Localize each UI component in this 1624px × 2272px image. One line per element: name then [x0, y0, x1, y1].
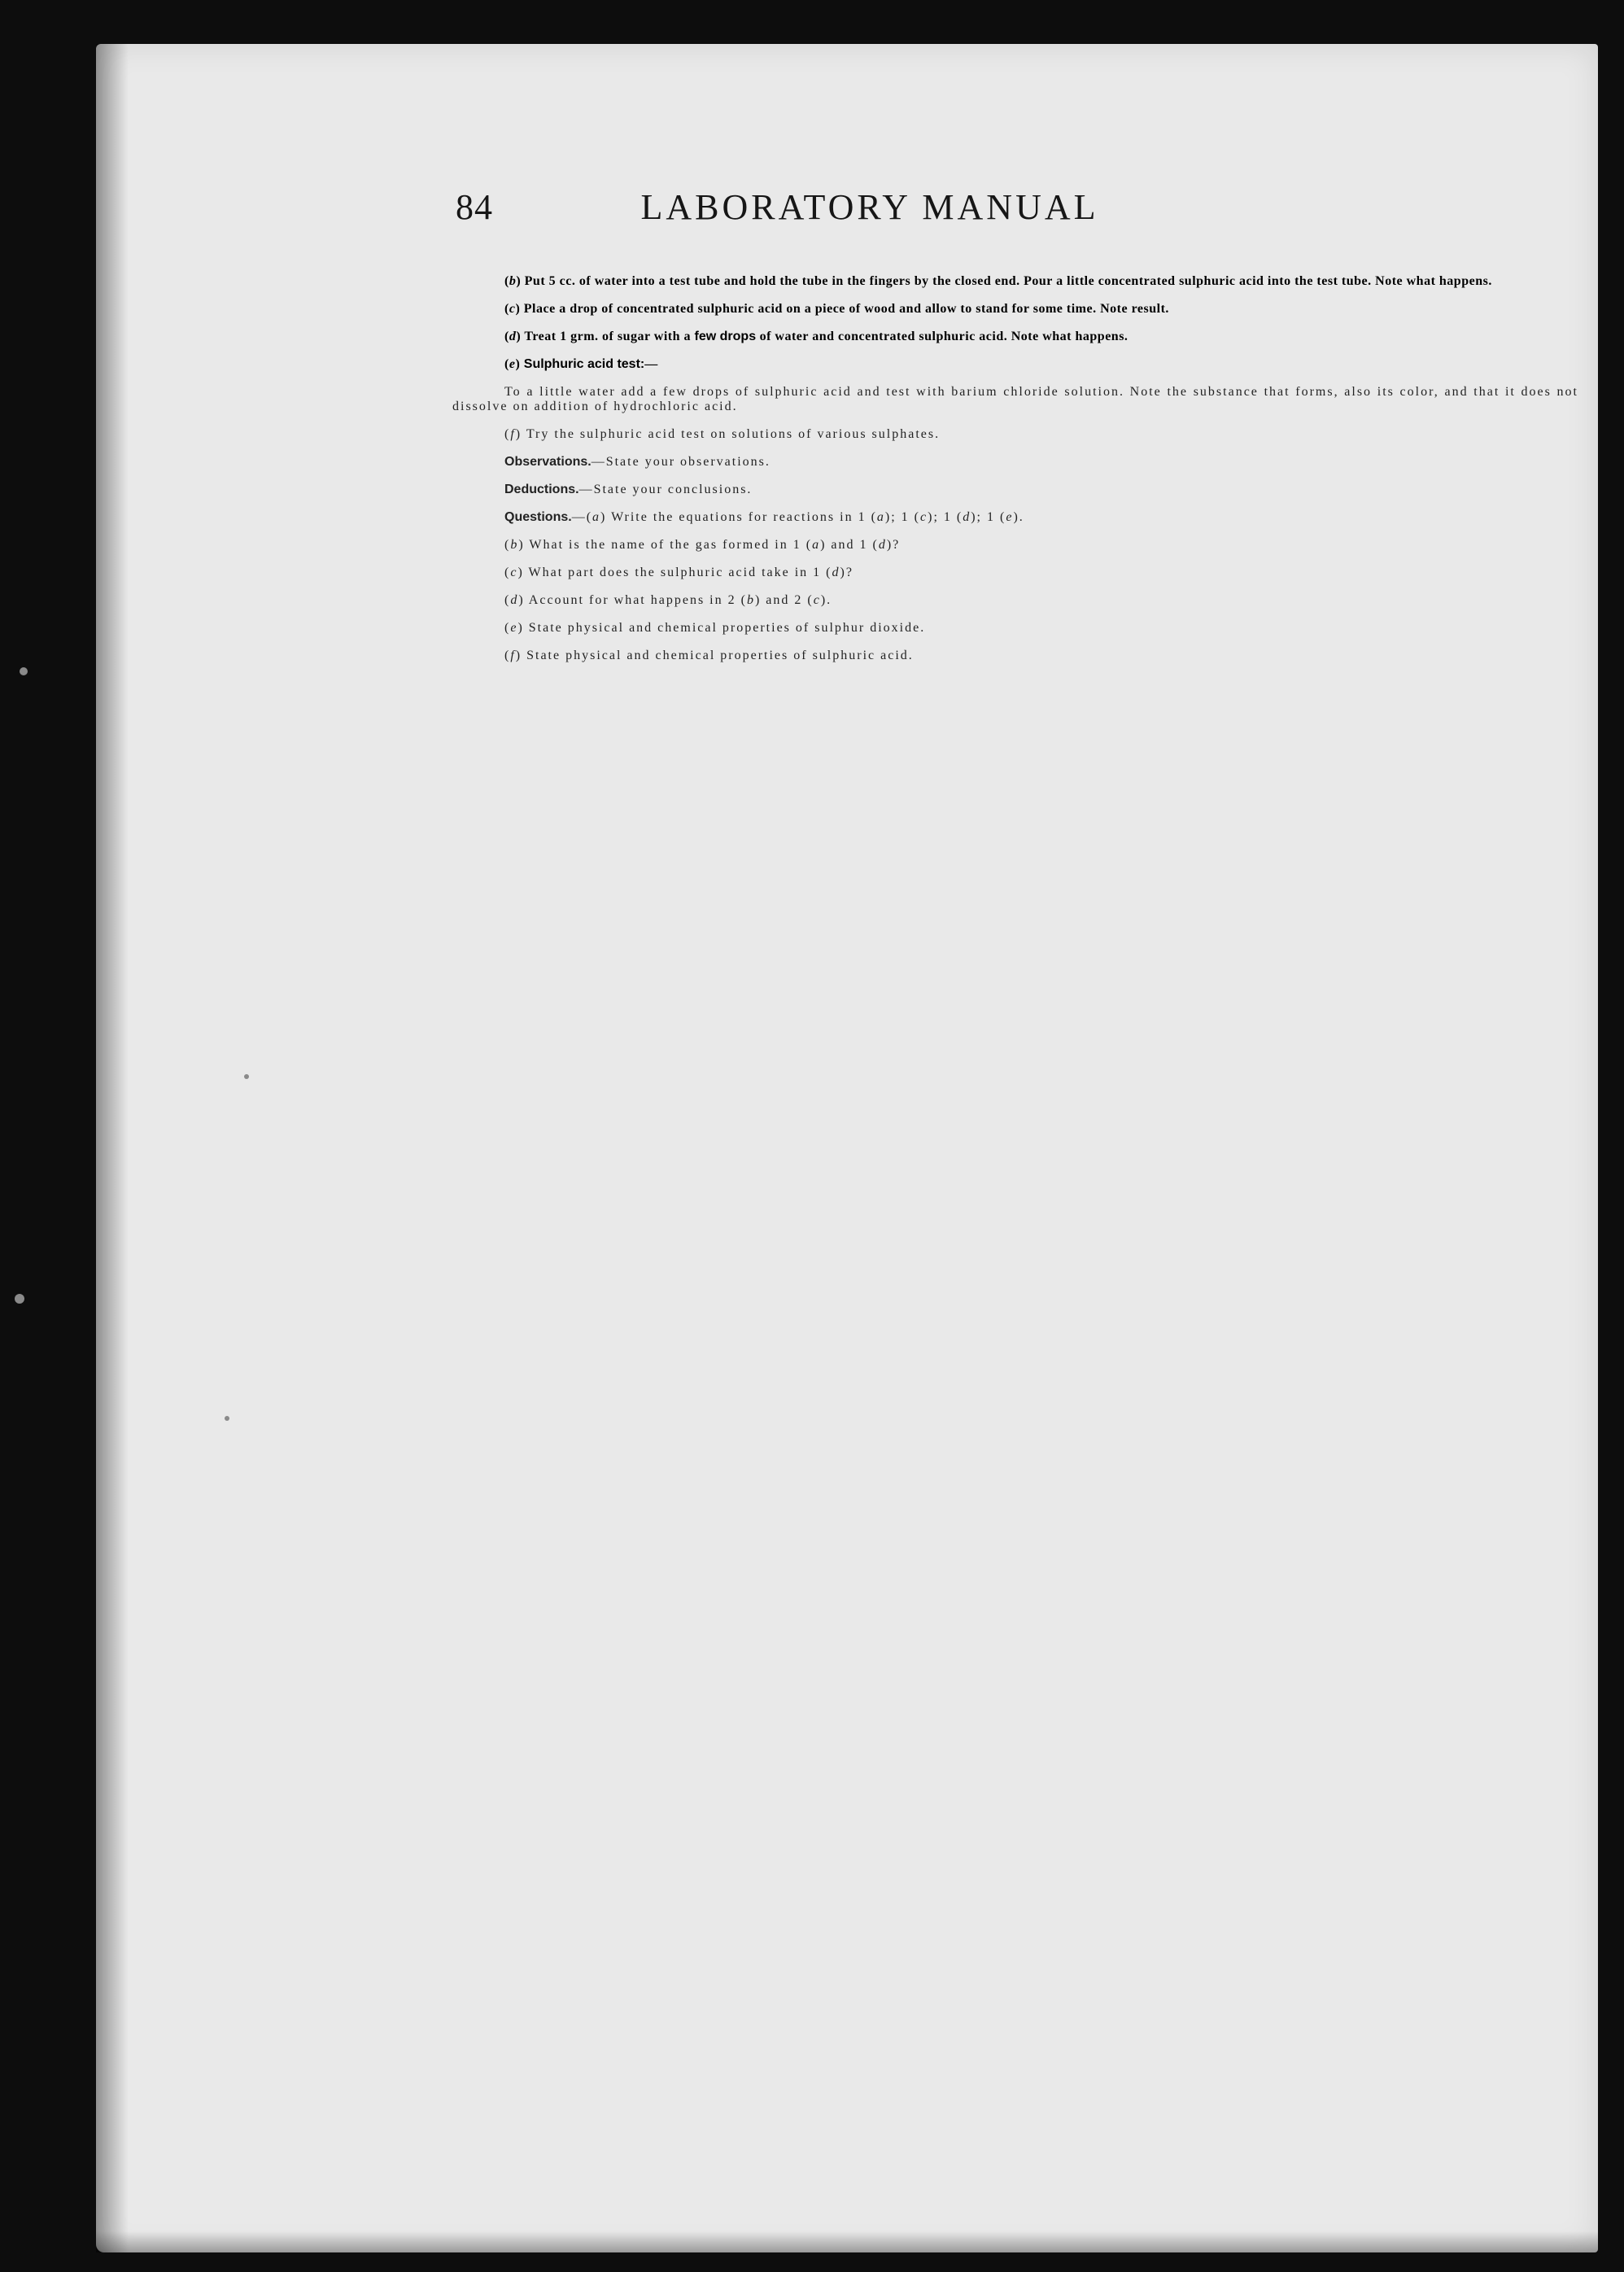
question-e: (e) State physical and chemical properties of sulphur dioxide.	[504, 621, 926, 635]
deductions-label: Deductions.	[504, 483, 579, 496]
paragraph-d: (d) Treat 1 grm. of sugar with a few drops of water and concentrated sulphuric acid. Note what happens.	[504, 330, 1129, 343]
question-ref: a	[812, 538, 821, 552]
question-text: Write the equations for reactions in 1 (	[611, 510, 877, 524]
observations-section	[452, 455, 1578, 470]
paragraph-text: To a little water add a few drops of sulphuric acid and test with barium chloride solution. Note the substance that forms, also its color, and that it does not dissolve on addition of hydrochloric acid.	[452, 385, 1578, 413]
running-head	[456, 183, 1284, 240]
question-text: What is the name of the gas formed in 1 (	[529, 538, 813, 552]
paragraph-f: (f) Try the sulphuric acid test on solutions of various sulphates.	[504, 427, 941, 441]
item-marker: d	[509, 330, 517, 343]
question-text: What part does the sulphuric acid take in 1 (	[528, 566, 832, 579]
item-marker: e	[509, 357, 516, 371]
question-text: State physical and chemical properties of sulphuric acid.	[526, 649, 914, 662]
paragraph-e-heading: (e) Sulphuric acid test:—	[504, 357, 658, 371]
observations-label: Observations.	[504, 455, 592, 469]
paragraph-text: Treat 1 grm. of sugar with a	[524, 330, 692, 343]
scan-speck	[15, 1294, 24, 1304]
paragraph-test-procedure	[452, 385, 1578, 414]
item-marker: f	[510, 649, 516, 662]
item-marker: b	[509, 274, 517, 288]
question-d: (d) Account for what happens in 2 (b) and 2 (c).	[504, 593, 832, 607]
item-marker: b	[510, 538, 519, 552]
paragraph-text: Put 5 cc. of water into a test tube and hold the tube in the fingers by the closed end. Pour a little concentrated sulphuric acid into the test tube. Note what happens.	[524, 274, 1492, 288]
question-text: State physical and chemical properties of sulphur dioxide.	[528, 621, 926, 635]
emphasis-text: few drops	[694, 330, 757, 343]
questions-label: Questions.	[504, 510, 572, 524]
question-ref: c	[920, 510, 928, 524]
bottom-edge-shadow	[96, 2231, 1598, 2252]
item-marker: c	[510, 566, 518, 579]
question-a: Questions.—(a) Write the equations for reactions in 1 (a); 1 (c); 1 (d); 1 (e).	[504, 510, 1024, 524]
question-ref: d	[832, 566, 840, 579]
question-ref: d	[878, 538, 887, 552]
scan-speck	[244, 1074, 249, 1079]
question-text: ) and 2 (	[754, 593, 814, 607]
item-marker: c	[509, 302, 516, 316]
question-ref: c	[813, 593, 821, 607]
question-c: (c) What part does the sulphuric acid take in 1 (d)?	[504, 566, 853, 579]
question-text: ) and 1 (	[820, 538, 879, 552]
paragraph-text: of water and concentrated sulphuric acid. Note what happens.	[759, 330, 1129, 343]
question-text: ).	[820, 593, 832, 607]
test-heading: Sulphuric acid test:	[523, 357, 645, 371]
question-text: ).	[1013, 510, 1024, 524]
question-text: ); 1 (	[928, 510, 963, 524]
question-text: )?	[840, 566, 853, 579]
question-f: (f) State physical and chemical properties of sulphuric acid.	[504, 649, 914, 662]
deductions-text: —State your conclusions.	[578, 483, 753, 496]
binding-shadow	[96, 44, 129, 2252]
paragraph-c: (c) Place a drop of concentrated sulphuric acid on a piece of wood and allow to stand for some time. Note result.	[504, 302, 1169, 316]
paragraph-text: Place a drop of concentrated sulphuric acid on a piece of wood and allow to stand for some time. Note result.	[523, 302, 1169, 316]
question-ref: e	[1006, 510, 1014, 524]
item-marker: e	[510, 621, 518, 635]
question-ref: b	[746, 593, 755, 607]
scan-speck	[20, 667, 28, 675]
question-text: ); 1 (	[884, 510, 920, 524]
question-text: )?	[886, 538, 901, 552]
paragraph-b: (b) Put 5 cc. of water into a test tube and hold the tube in the fingers by the closed end. Pour a little concentrated sulphuric acid into the test tube. Note what happens.	[504, 274, 1492, 288]
question-ref: d	[963, 510, 971, 524]
question-b: (b) What is the name of the gas formed in 1 (a) and 1 (d)?	[504, 538, 901, 552]
question-text: Account for what happens in 2 (	[528, 593, 747, 607]
page-number: 84	[456, 187, 493, 227]
page-text	[456, 183, 1578, 250]
heading-dash: —	[644, 357, 658, 371]
item-marker: f	[510, 427, 516, 441]
paragraph-text: Try the sulphuric acid test on solutions of various sulphates.	[526, 427, 941, 441]
observations-text: —State your observations.	[591, 455, 771, 469]
deductions-section	[452, 483, 1578, 497]
question-ref: a	[876, 510, 885, 524]
scan-speck	[225, 1416, 229, 1421]
question-text: ); 1 (	[971, 510, 1006, 524]
running-title: LABORATORY MANUAL	[640, 187, 1099, 227]
item-marker: d	[510, 593, 519, 607]
body-text	[452, 274, 1578, 676]
item-marker: a	[592, 510, 601, 524]
